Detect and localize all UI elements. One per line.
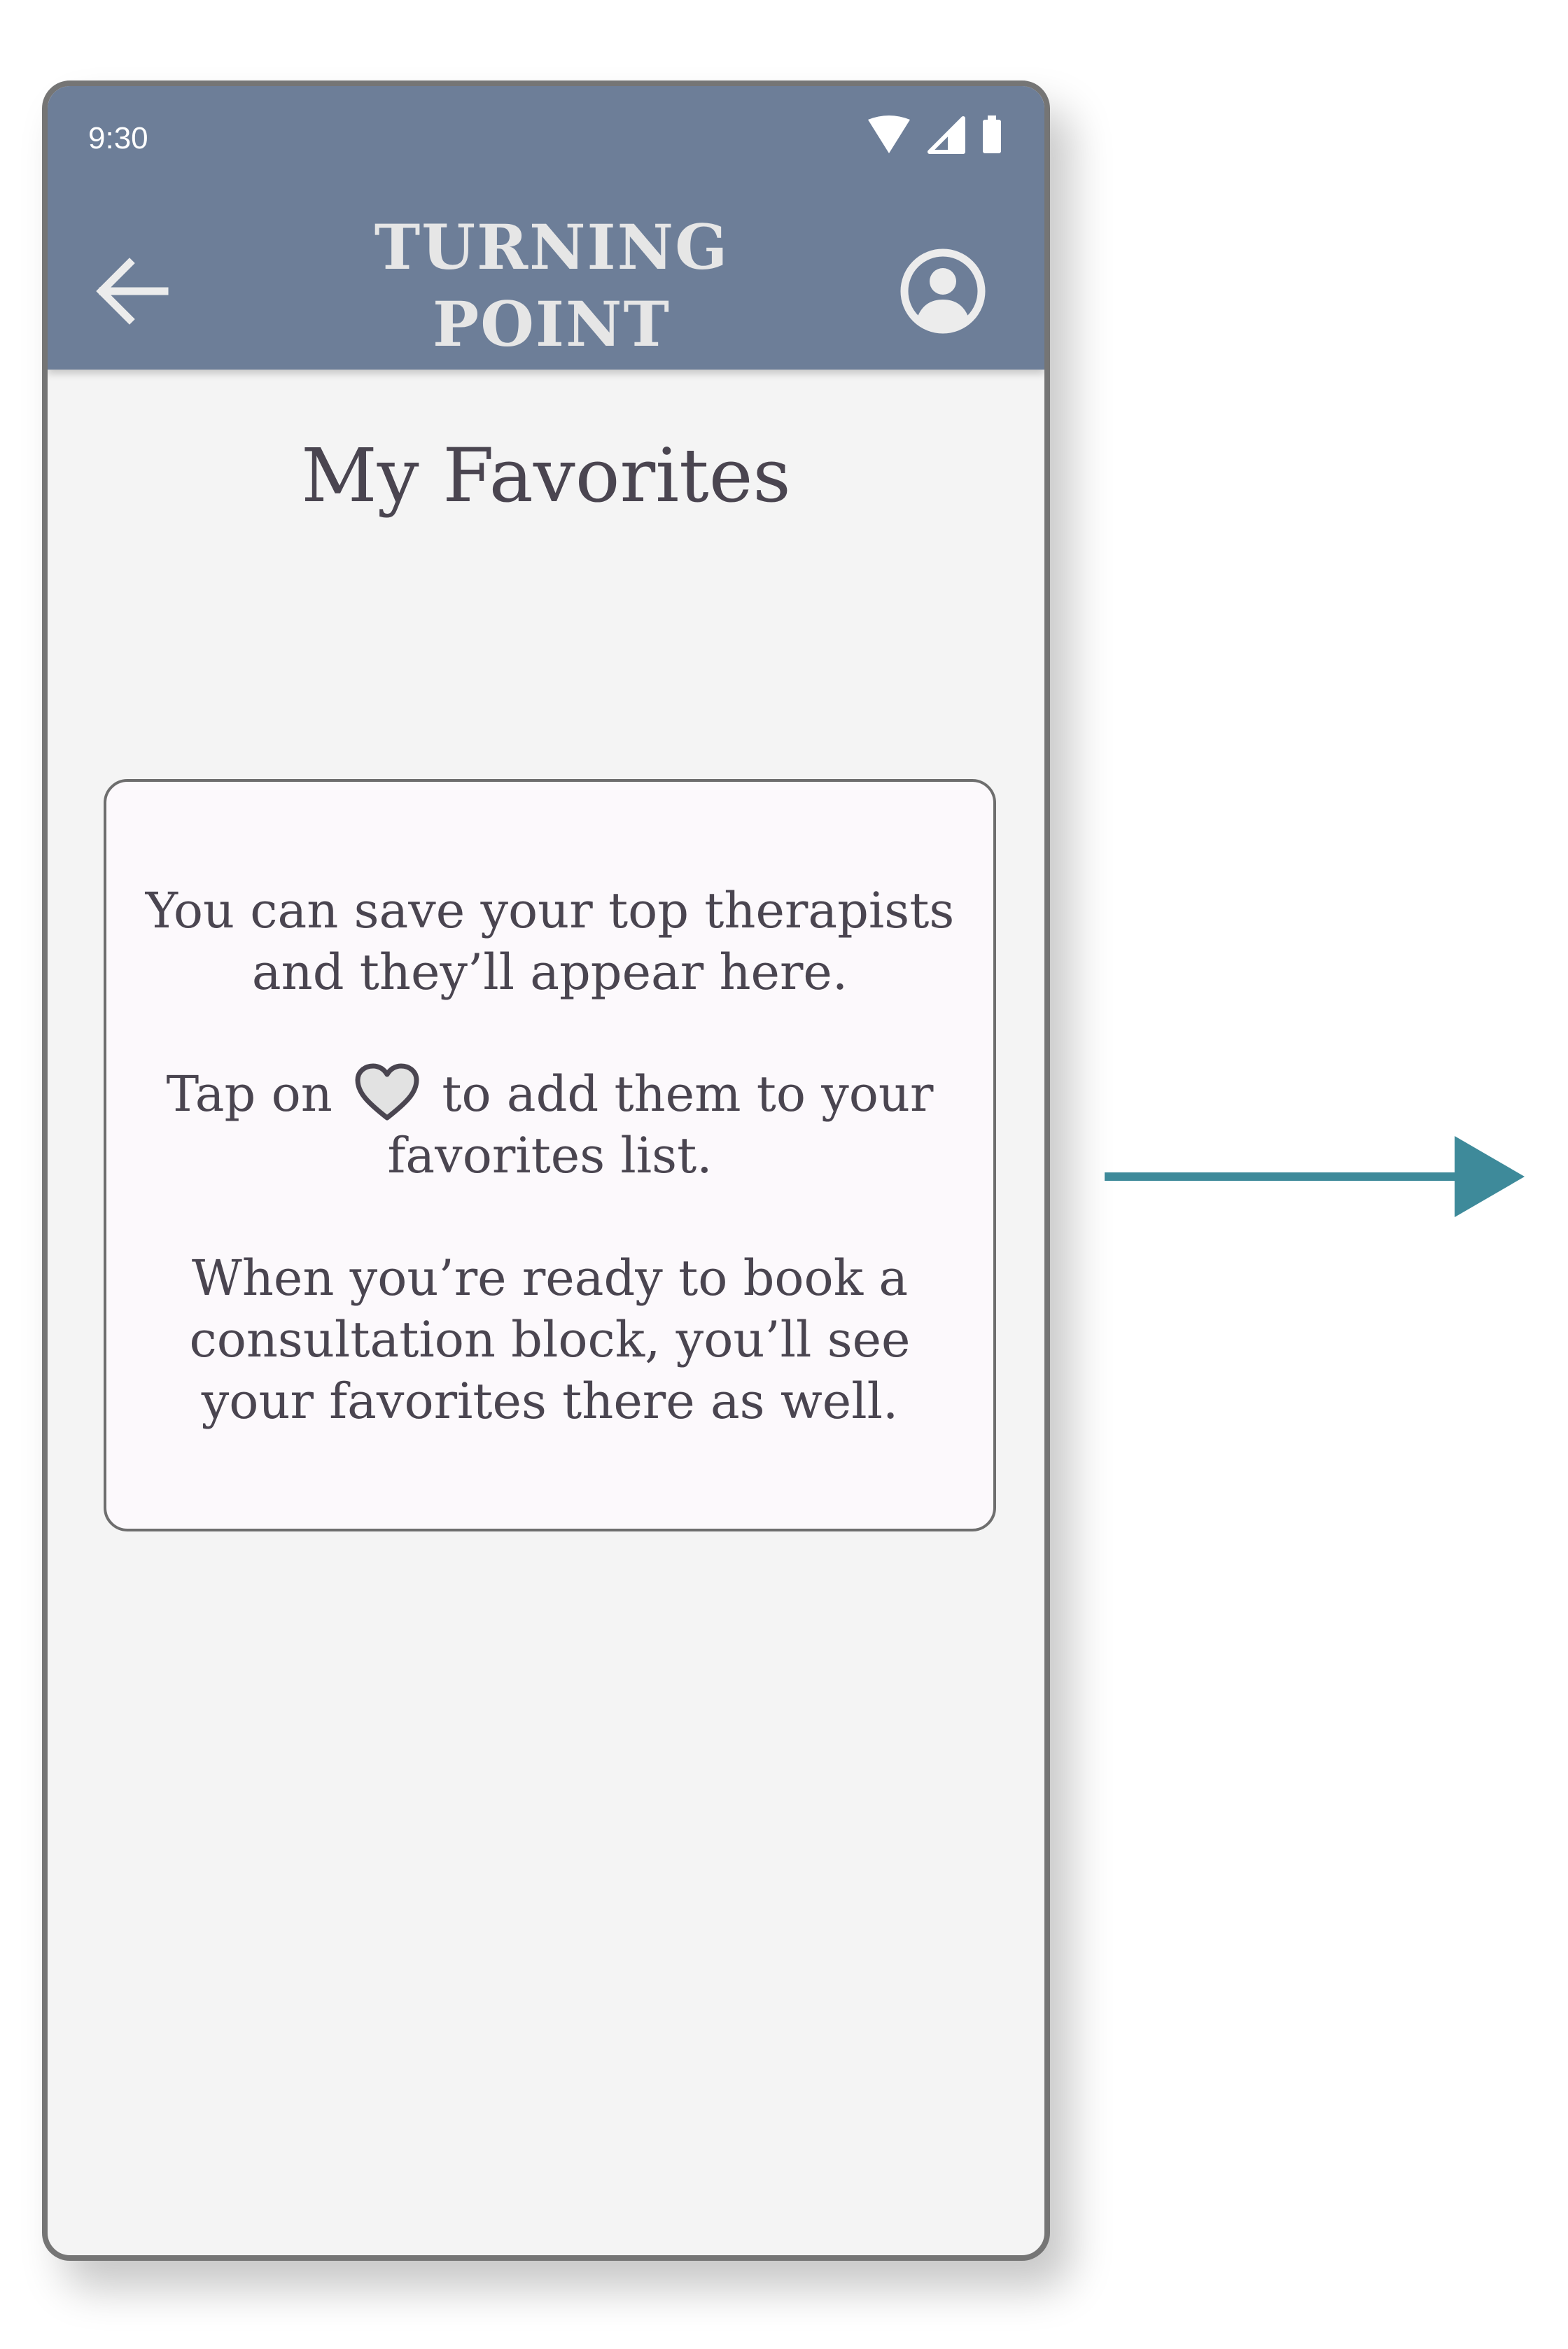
phone-frame: [42, 80, 1050, 2261]
info-paragraph-booking: When you’re ready to book a consultation block, you’ll see your favorites there as well.: [189, 1249, 911, 1430]
signal-icon: [927, 115, 966, 157]
info-paragraph-tap: [134, 1062, 965, 1186]
status-icons: [867, 115, 1002, 157]
profile-button[interactable]: [897, 247, 988, 338]
arrow-left-icon: [94, 256, 172, 329]
tap-text-after: to add them to your favorites list.: [387, 1065, 934, 1184]
app-logo-title: [342, 209, 762, 363]
page-title: My Favorites: [301, 433, 791, 519]
flow-arrow-icon: [1105, 1130, 1532, 1221]
battery-icon: [981, 115, 1002, 157]
info-paragraph-save: You can save your top therapists and they’ll appear here.: [145, 882, 955, 1001]
heart-outline-icon: [354, 1062, 421, 1123]
app-title-line-1: TURNING: [374, 211, 729, 283]
status-time: 9:30: [88, 121, 148, 155]
back-button[interactable]: [91, 251, 175, 335]
wifi-icon: [867, 115, 911, 157]
app-bar: [48, 86, 1044, 370]
empty-favorites-card: [104, 779, 996, 1531]
app-title-line-2: POINT: [433, 288, 671, 360]
tap-text-before: Tap on: [166, 1065, 332, 1123]
account-circle-icon: [899, 248, 986, 337]
